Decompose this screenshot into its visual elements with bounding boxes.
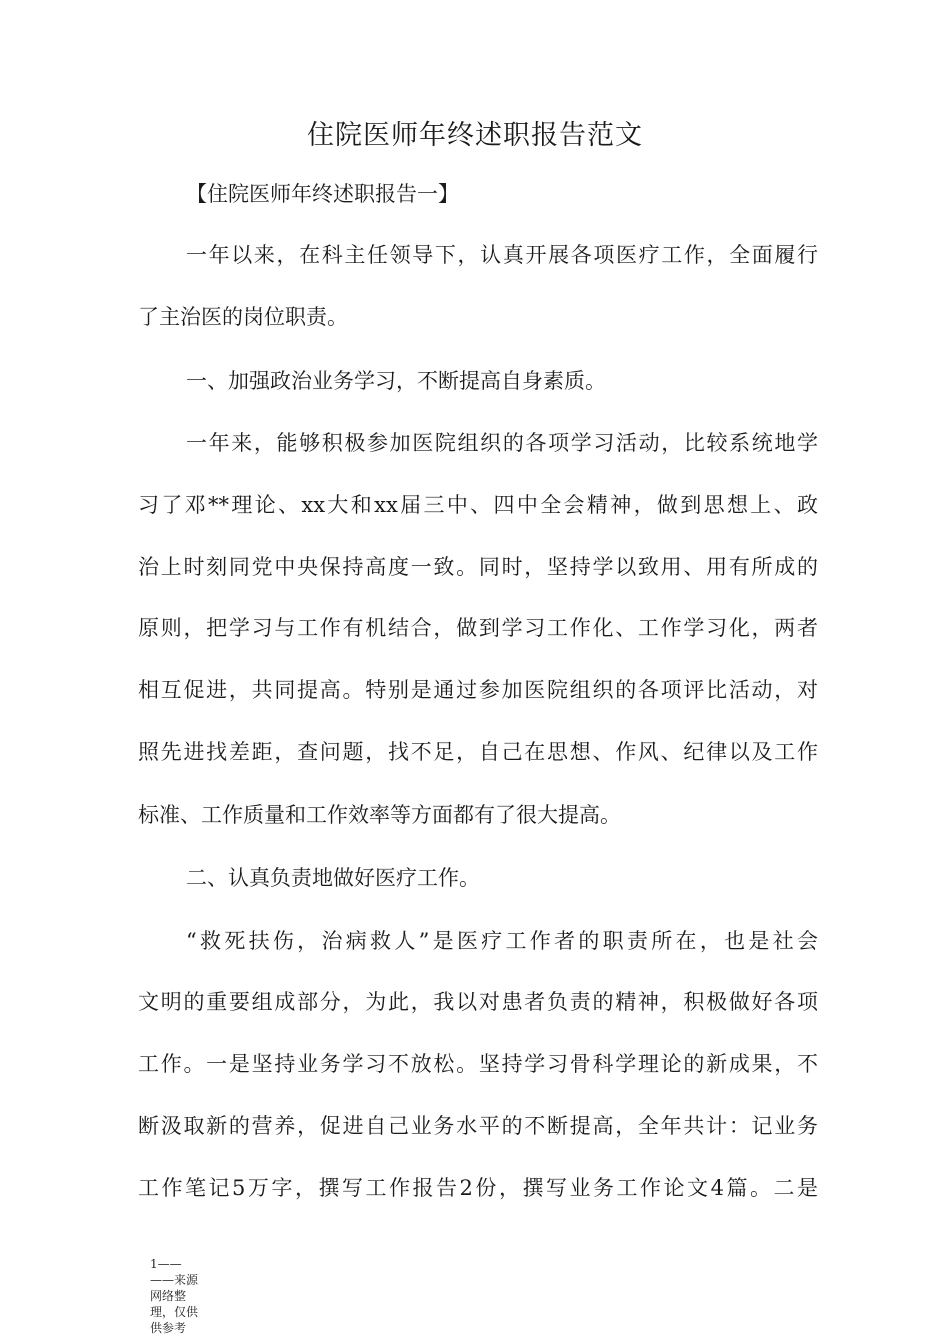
paragraph-line: 相互促进，共同提高。特别是通过参加医院组织的各项评比活动，对	[138, 678, 818, 702]
paragraph-line: 照先进找差距，查问题，找不足，自己在思想、作风、纪律以及工作	[138, 740, 818, 764]
section-heading: 一、加强政治业务学习，不断提高自身素质。	[186, 369, 606, 393]
paragraph-line: 了主治医的岗位职责。	[138, 305, 348, 329]
paragraph-line: 工作。一是坚持业务学习不放松。坚持学习骨科学理论的新成果，不	[138, 1052, 818, 1076]
footer-source-note: 1—— ——来源网络整理，仅供供参考	[150, 1257, 199, 1335]
section-heading: 二、认真负责地做好医疗工作。	[186, 866, 480, 890]
document-subtitle: 【住院医师年终述职报告一】	[186, 182, 459, 206]
document-title: 住院医师年终述职报告范文	[307, 120, 643, 151]
paragraph-line: 标准、工作质量和工作效率等方面都有了很大提高。	[138, 803, 621, 827]
paragraph-line: 一年来，能够积极参加医院组织的各项学习活动，比较系统地学	[186, 431, 818, 455]
paragraph-line: 工作笔记5万字，撰写工作报告2份，撰写业务工作论文4篇。二是	[138, 1176, 818, 1200]
paragraph-line: 治上时刻同党中央保持高度一致。同时，坚持学以致用、用有所成的	[138, 555, 818, 579]
paragraph-line: 习了邓**理论、xx大和xx届三中、四中全会精神，做到思想上、政	[138, 493, 818, 517]
paragraph-line: 文明的重要组成部分，为此，我以对患者负责的精神，积极做好各项	[138, 990, 818, 1014]
paragraph-line: “救死扶伤，治病救人”是医疗工作者的职责所在，也是社会	[186, 929, 818, 953]
paragraph-line: 一年以来，在科主任领导下，认真开展各项医疗工作，全面履行	[186, 243, 818, 267]
paragraph-line: 原则，把学习与工作有机结合，做到学习工作化、工作学习化，两者	[138, 616, 818, 640]
paragraph-line: 断汲取新的营养，促进自己业务水平的不断提高，全年共计：记业务	[138, 1114, 818, 1138]
